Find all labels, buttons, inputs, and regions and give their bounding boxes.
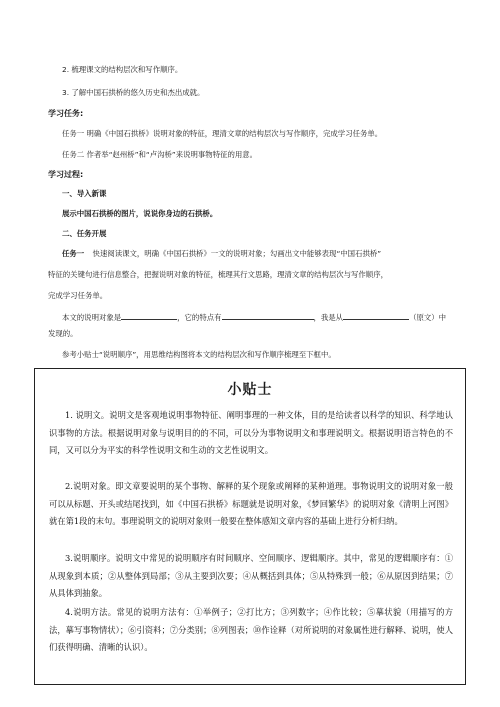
- tips-title: 小贴士: [227, 382, 273, 398]
- fill-label-source: ，我是从: [313, 313, 344, 322]
- objective-2: 2. 梳理课文的结构层次和写作顺序。: [62, 65, 183, 74]
- objective-3: 3. 了解中国石拱桥的悠久历史和杰出成就。: [62, 88, 205, 97]
- task-1-text: 任务一 明确《中国石拱桥》说明对象的特征，理清文章的结构层次与写作顺序，完成学习任务单。: [62, 129, 383, 138]
- fill-label-object: 本文的说明对象是: [62, 313, 122, 322]
- tips-box: [34, 368, 466, 685]
- blank-source[interactable]: [343, 311, 409, 320]
- section-2-heading: 二、任务开展: [62, 229, 107, 238]
- tip-2-explained-object: 2.说明对象。即文章要说明的某个事物、解释的某个现象或阐释的某种道理。事物说明文的说明对象一般可以从标题、开头或结尾找到，如《中国石拱桥》标题就是说明对象，《梦回繁华》的说明对象《清明上河图》就在第1段的末句。事理说明文的说明对象则一般要在整体感知文章内容的基础上进行分析归纳。: [49, 481, 453, 526]
- tip-4-explanation-methods: 4.说明方法。常见的说明方法有：①举例子；②打比方；③列数字；④作比较；⑤摹状貌（用描写的方法，摹写事物情状）；⑥引资料；⑦分类别；⑧列图表；⑩作诠释（对所说明的对象属性进行解释、说明，使人们获得明确、清晰的认识）。: [49, 607, 453, 652]
- fill-in-sentence: [62, 311, 446, 323]
- intro-activity: 展示中国石拱桥的图片，说说你身边的石拱桥。: [62, 209, 218, 218]
- hint-line: 参考小贴士“说明顺序”，用思维结构图将本文的结构层次和写作顺序梳理至下框中。: [62, 350, 336, 359]
- fill-label-feature: ，它的特点有: [177, 313, 222, 322]
- blank-feature[interactable]: [222, 311, 314, 320]
- tasks-heading: 学习任务:: [48, 109, 84, 118]
- fill-label-original: （原文）中: [409, 313, 447, 322]
- fill-in-sentence-end: 发现的。: [48, 329, 78, 338]
- task-2-text: 任务二 作者举“赵州桥”和“卢沟桥”来说明事物特征的用意。: [62, 150, 258, 159]
- tip-1-expository-text: 1. 说明文。说明文是客观地说明事物特征、阐明事理的一种文体，目的是给读者以科学的知识、科学地认识事物的方法。根据说明对象与说明目的的不同，可以分为事物说明文和事理说明文。根据说明语言特色的不同，又可以分为平实的科学性说明文和生动的文艺性说明文。: [49, 410, 453, 455]
- task-1-paragraph-line-3: 完成学习任务单。: [48, 291, 108, 300]
- process-heading: 学习过程:: [48, 170, 84, 179]
- section-1-heading: 一、导入新课: [62, 189, 107, 198]
- task-1-paragraph-line-2: 特征的关键句进行信息整合，把握说明对象的特征，梳理其行文思路，理清文章的结构层次与写作顺序，: [48, 270, 388, 279]
- task-1-paragraph-line-1: [62, 248, 381, 259]
- task-1-label: 任务一: [62, 249, 85, 258]
- tip-3-explanation-order: 3.说明顺序。说明文中常见的说明顺序有时间顺序、空间顺序、逻辑顺序。其中，常见的逻辑顺序有：①从现象到本质；②从整体到局部；③从主要到次要；④从概括到具体；⑤从特殊到一般；⑥从原因到结果；⑦从具体到抽象。: [49, 553, 453, 598]
- blank-object[interactable]: [121, 311, 177, 320]
- task-1-instructions: 快速阅读课文，明确《中国石拱桥》一文的说明对象；勾画出文中能够表现“中国石拱桥”: [92, 249, 382, 258]
